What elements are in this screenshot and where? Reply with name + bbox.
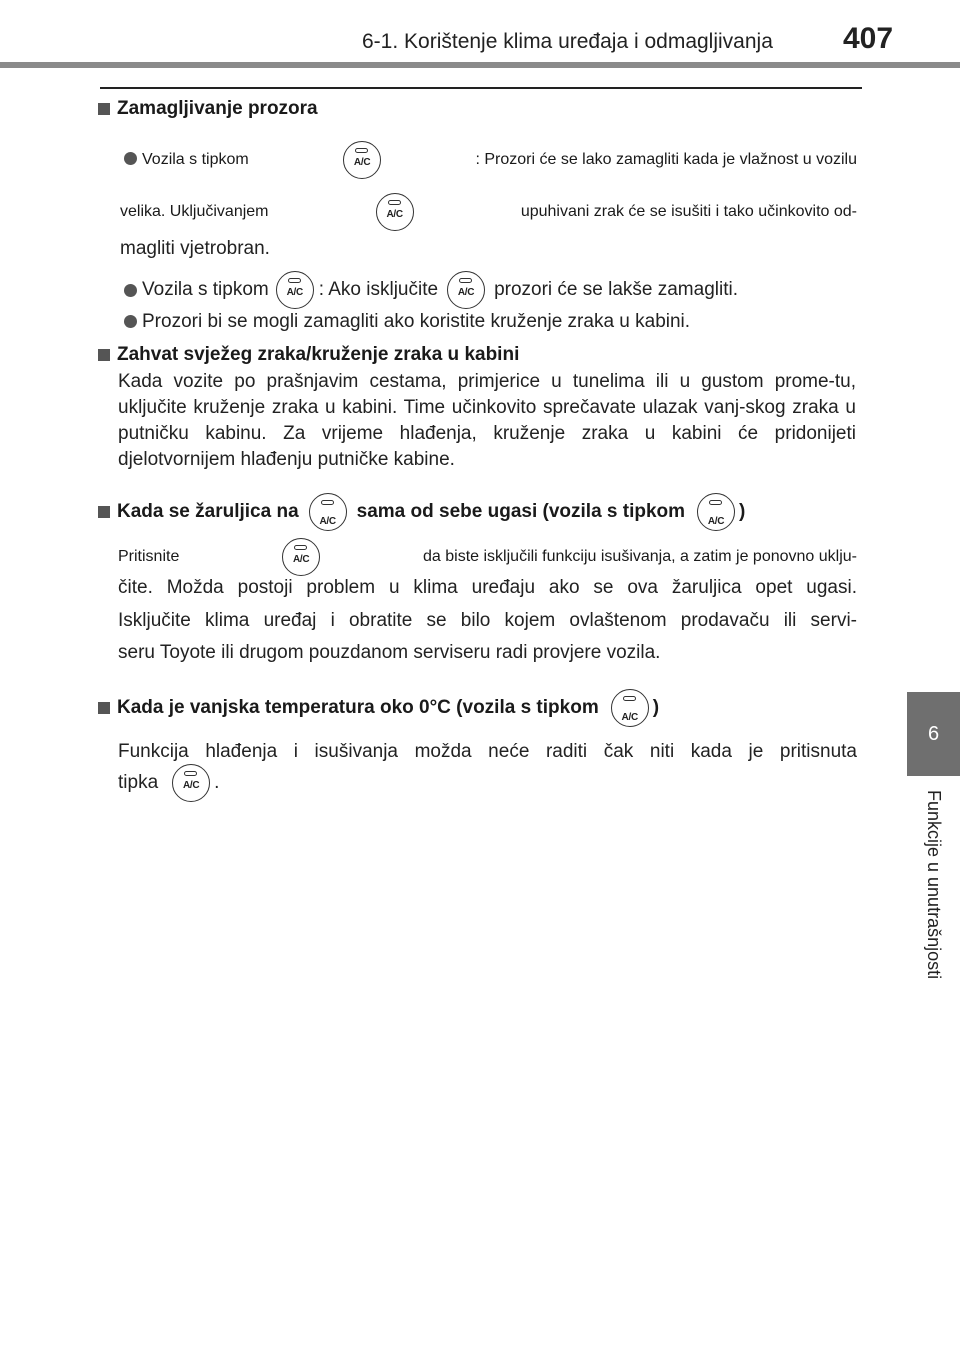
- fogging-bullet-3: [124, 311, 690, 333]
- ac-button-icon: A/C: [611, 689, 649, 727]
- section-title-part: ): [652, 697, 660, 718]
- ac-button-icon: A/C: [276, 271, 314, 309]
- fogging-bullet-1-line-3: magliti vjetrobran.: [120, 238, 270, 259]
- text-span: upuhivani zrak će se isušiti i tako učinkovito od-: [520, 203, 857, 220]
- ac-button-icon: A/C: [282, 538, 320, 576]
- section-title: Zamagljivanje prozora: [117, 98, 318, 119]
- page-number: 407: [843, 22, 894, 55]
- text-span: Pritisnite: [118, 548, 180, 565]
- section-title-part: sama od sebe ugasi (vozila s tipkom: [356, 501, 686, 522]
- section-marker-icon: [98, 506, 110, 518]
- ac-button-icon: A/C: [447, 271, 485, 309]
- ac-button-icon: A/C: [309, 493, 347, 531]
- text-span: : Prozori će se lako zamagliti kada je vlažnost u vozilu: [475, 151, 857, 168]
- page-header-title: 6-1. Korištenje klima uređaja i odmagljivanja: [362, 30, 773, 53]
- section-intake-text: Kada vozite po prašnjavim cestama, primjerice u tunelima ili u gustom prome-tu, uključite kruženje zraka u kabini. Time učinkovito sprečavate ulazak vanj-skog zraka u putničku kabinu. Za vrijeme hlađenja, kruženje zraka u kabini će pridonijeti djelotvornijem hlađenju putničke kabine.: [118, 371, 856, 470]
- section-marker-icon: [98, 349, 110, 361]
- ac-button-icon: A/C: [343, 141, 381, 179]
- chapter-tab: [907, 692, 960, 776]
- indicator-line-2: čite. Možda postoji problem u klima uređaju ako se ova žaruljica opet ugasi.: [118, 577, 857, 598]
- text-span: Prozori bi se mogli zamagliti ako koristite kruženje zraka u kabini.: [142, 311, 691, 332]
- section-marker-icon: [98, 702, 110, 714]
- header-rule: [0, 62, 960, 68]
- section-intake-heading: [98, 342, 858, 368]
- section-cold-heading: [98, 689, 858, 727]
- ac-button-icon: A/C: [376, 193, 414, 231]
- chapter-number: 6: [927, 722, 940, 745]
- bullet-icon: [124, 315, 137, 328]
- text-span: tipka: [118, 772, 159, 793]
- indicator-line-1: [118, 538, 857, 576]
- text-span: prozori će se lakše zamagliti.: [494, 279, 738, 300]
- text-span: Vozila s tipkom: [142, 279, 269, 300]
- text-span: da biste isključili funkciju isušivanja, a zatim je ponovno uklju-: [423, 548, 857, 565]
- chapter-side-label: [907, 790, 960, 1030]
- section-fogging-heading: [98, 96, 858, 122]
- text-span: : Ako isključite: [318, 279, 439, 300]
- text-span: Vozila s tipkom: [142, 151, 249, 168]
- ac-button-icon: A/C: [697, 493, 735, 531]
- fogging-bullet-2: [124, 271, 738, 309]
- text-span: velika. Uključivanjem: [120, 203, 269, 220]
- section-divider: [100, 87, 862, 89]
- bullet-icon: [124, 152, 137, 165]
- indicator-line-3: Isključite klima uređaj i obratite se bilo kojem ovlaštenom prodavaču ili servi-: [118, 610, 857, 631]
- cold-line-1: Funkcija hlađenja i isušivanja možda neće raditi čak niti kada je pritisnuta: [118, 741, 857, 762]
- ac-button-icon: A/C: [172, 764, 210, 802]
- indicator-line-4: seru Toyote ili drugom pouzdanom serviseru radi provjere vozila.: [118, 642, 661, 663]
- section-title-part: Kada je vanjska temperatura oko 0°C (vozila s tipkom: [117, 697, 599, 718]
- bullet-icon: [124, 284, 137, 297]
- section-title-part: ): [739, 501, 746, 522]
- section-title: Zahvat svježeg zraka/kruženje zraka u kabini: [117, 344, 520, 365]
- fogging-bullet-1-line-2: [120, 193, 857, 231]
- text-span: .: [214, 772, 220, 793]
- fogging-bullet-1-line-1: [124, 141, 857, 179]
- cold-line-2: [118, 764, 219, 802]
- chapter-label: Funkcije u unutrašnjosti: [924, 790, 944, 980]
- section-marker-icon: [98, 103, 110, 115]
- section-title-part: Kada se žaruljica na: [117, 501, 299, 522]
- section-indicator-heading: [98, 493, 858, 531]
